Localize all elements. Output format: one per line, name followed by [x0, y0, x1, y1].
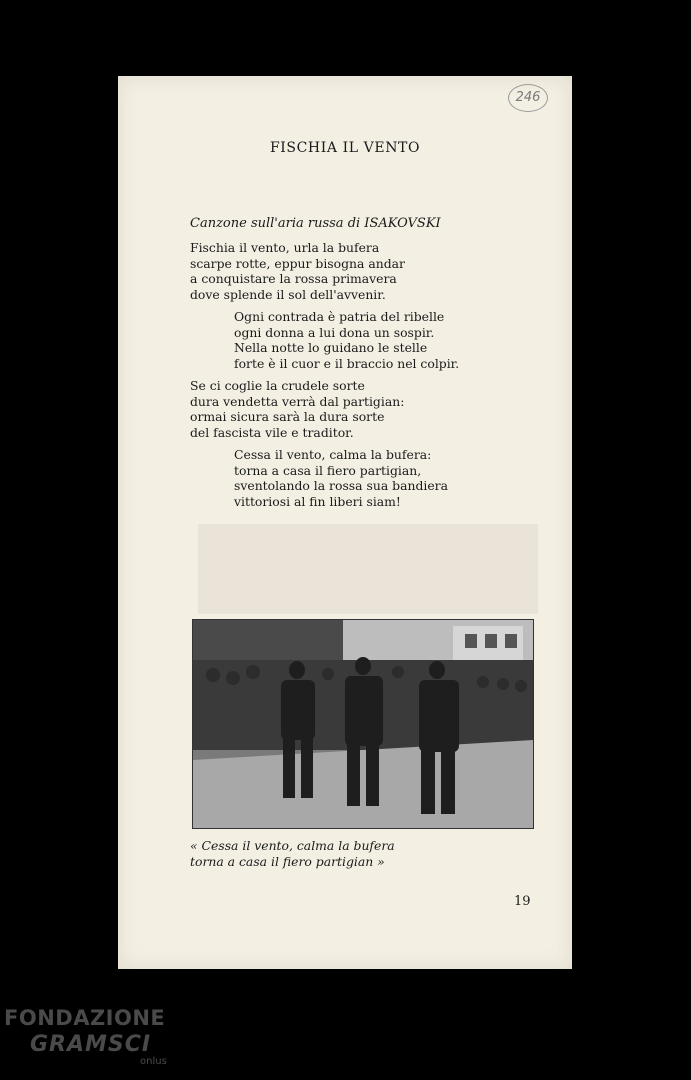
song-subtitle: Canzone sull'aria russa di ISAKOVSKI: [190, 216, 441, 231]
verse-line: dura vendetta verrà dal partigian:: [190, 393, 405, 409]
verse-line: Ogni contrada è patria del ribelle: [234, 309, 445, 324]
caption-line: « Cessa il vento, calma la bufera: [190, 838, 395, 853]
verse-line: vittoriosi al fin liberi siam!: [234, 493, 401, 509]
caption-line: torna a casa il fiero partigian »: [190, 853, 385, 869]
verse-line: dove splende il sol dell'avvenir.: [190, 286, 386, 302]
verse-line: sventolando la rossa sua bandiera: [234, 478, 448, 493]
partisans-photo: [192, 619, 534, 829]
verse-line: torna a casa il fiero partigian,: [234, 462, 422, 478]
logo-line-3: onlus: [140, 1056, 167, 1067]
verse-line: ormai sicura sarà la dura sorte: [190, 409, 385, 424]
stanza-3: [190, 378, 404, 440]
stanza-4: [234, 447, 448, 509]
page-title: FISCHIA IL VENTO: [269, 140, 421, 156]
stanza-1: [190, 240, 405, 302]
document-page: [118, 76, 572, 969]
verse-line: forte è il cuor e il braccio nel colpir.: [234, 355, 460, 371]
logo-line-1: FONDAZIONE: [4, 1006, 166, 1030]
verse-line: ogni donna a lui dona un sospir.: [234, 324, 435, 340]
show-through-shadow: [198, 524, 538, 614]
fondazione-gramsci-logo: [4, 1006, 167, 1067]
verse-line: scarpe rotte, eppur bisogna andar: [190, 255, 405, 271]
page-number: 19: [514, 894, 531, 909]
logo-line-2: GRAMSCI: [30, 1032, 152, 1057]
verse-line: Cessa il vento, calma la bufera:: [234, 447, 432, 462]
photo-illustration: [193, 620, 533, 828]
photo-caption: [190, 838, 395, 869]
verse-line: del fascista vile e traditor.: [190, 424, 354, 440]
stanza-2: [234, 309, 459, 371]
verse-line: Nella notte lo guidano le stelle: [234, 340, 428, 355]
verse-line: Se ci coglie la crudele sorte: [190, 378, 365, 393]
verse-line: Fischia il vento, urla la bufera: [190, 240, 380, 255]
verse-line: a conquistare la rossa primavera: [190, 271, 397, 286]
archive-stamp: 246: [508, 84, 548, 112]
